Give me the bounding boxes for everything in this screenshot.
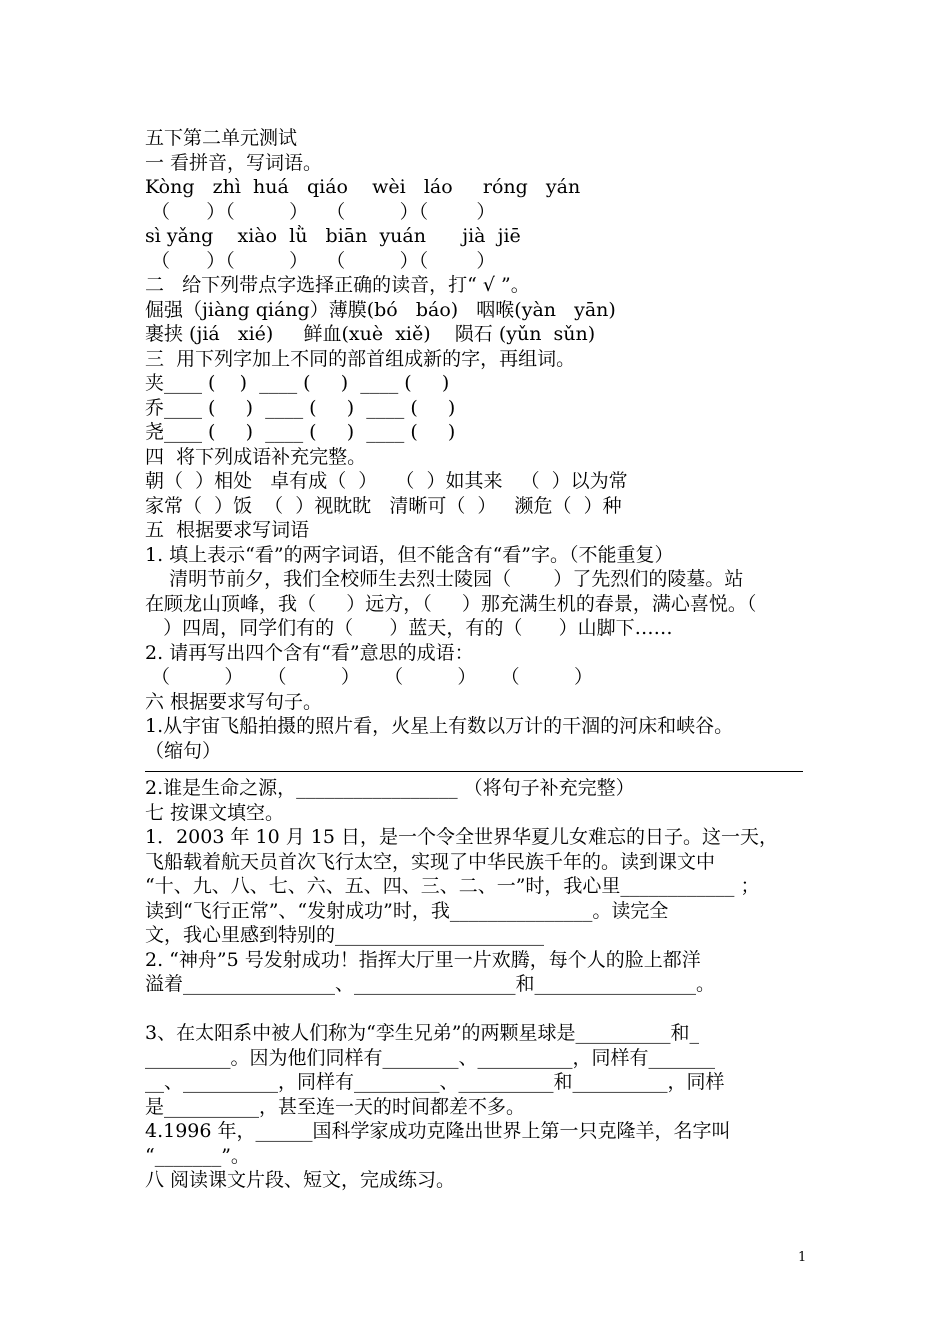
answer-line xyxy=(145,771,803,772)
reading-choice-row-2: 裹挟 (jiá xié) 鲜血(xuè xiě) 陨石 (yǔn sǔn) xyxy=(145,323,596,345)
question-7-1-line-2: 飞船载着航天员首次飞行太空，实现了中华民族千年的。读到课文中 xyxy=(145,850,716,873)
question-6-2: 2.谁是生命之源，_________________ （将句子补充完整） xyxy=(145,777,635,799)
section-2-heading: 二 给下列带点字选择正确的读音，打“ √ ”。 xyxy=(145,274,530,296)
answer-brackets-row-3: （ ） （ ） （ ） （ ） xyxy=(145,666,593,688)
doc-title: 五下第二单元测试 xyxy=(145,127,298,149)
radical-row-3: 尧____ ( ) ____ ( ) ____ ( ) xyxy=(145,421,456,443)
section-8-heading: 八 阅读课文片段、短文，完成练习。 xyxy=(145,1169,456,1191)
pinyin-row-2: sì yǎng xiào lǜ biān yuán jià jiē xyxy=(145,225,521,247)
question-7-3-line-4: 是__________，甚至连一天的时间都差不多。 xyxy=(145,1095,526,1118)
radical-row-2: 乔____ ( ) ____ ( ) ____ ( ) xyxy=(145,396,456,419)
idiom-row-1: 朝（ ）相处 卓有成（ ） （ ）如其来 （ ）以为常 xyxy=(145,470,628,492)
question-7-2-line-1: 2. “神舟”5 号发射成功！指挥大厅里一片欢腾，每个人的脸上都洋 xyxy=(145,948,701,971)
document-body xyxy=(145,126,825,1193)
blank-line xyxy=(145,997,825,1022)
question-5-1: 1. 填上表示“看”的两字词语，但不能含有“看”字。（不能重复） xyxy=(145,543,674,566)
radical-row-1: 夹____ ( ) ____ ( ) ____ ( ) xyxy=(145,372,450,394)
idiom-row-2: 家常（ ）饭 （ ）视眈眈 清晰可（ ） 濒危（ ）种 xyxy=(145,494,622,517)
question-7-4-line-1: 4.1996 年，______国科学家成功克隆出世界上第一只克隆羊，名字叫 xyxy=(145,1120,731,1142)
section-5-heading: 五 根据要求写词语 xyxy=(145,519,310,541)
question-7-3-line-2: _________。因为他们同样有________、__________，同样有_______ xyxy=(145,1046,716,1069)
question-7-1-line-5: 文，我心里感到特别的______________________ xyxy=(145,924,545,946)
section-6-heading: 六 根据要求写句子。 xyxy=(145,690,323,713)
pinyin-row-1: Kòng zhì huá qiáo wèi láo róng yán xyxy=(145,176,581,198)
answer-brackets-row-1: （ ）（ ） （ ）（ ） xyxy=(145,200,496,223)
section-4-heading: 四 将下列成语补充完整。 xyxy=(145,445,367,468)
question-7-2-line-2: 溢着________________、_________________和_________________。 xyxy=(145,973,716,995)
question-6-1: 1.从宇宙飞船拍摄的照片看，火星上有数以万计的干涸的河床和峡谷。 xyxy=(145,715,734,737)
section-1-heading: 一 看拼音，写词语。 xyxy=(145,151,323,174)
section-7-heading: 七 按课文填空。 xyxy=(145,801,285,824)
question-7-1-line-3: “十、九、八、七、六、五、四、三、二、一”时，我心里____________ ； xyxy=(145,875,760,897)
passage-line-2: 在顾龙山顶峰，我（ ）远方，（ ）那充满生机的春景，满心喜悦。（ xyxy=(145,592,757,615)
reading-choice-row-1: 倔强（jiàng qiáng）薄膜(bó báo) 咽喉(yàn yān) xyxy=(145,298,616,321)
question-6-1-note: （缩句） xyxy=(145,739,222,762)
question-7-1-line-4: 读到“飞行正常”、“发射成功”时，我_______________。读完全 xyxy=(145,899,669,922)
question-7-3-line-3: __、__________，同样有_________、__________和__________，同样 xyxy=(145,1071,725,1093)
question-7-1-line-1: 1．2003 年 10 月 15 日，是一个令全世界华夏儿女难忘的日子。这一天， xyxy=(145,826,778,848)
passage-line-1: 清明节前夕，我们全校师生去烈士陵园（ ）了先烈们的陵墓。站 xyxy=(145,568,744,590)
passage-line-3: ）四周，同学们有的（ ）蓝天，有的（ ）山脚下…… xyxy=(145,617,673,639)
answer-brackets-row-2: （ ）（ ） （ ）（ ） xyxy=(145,249,496,272)
section-3-heading: 三 用下列字加上不同的部首组成新的字，再组词。 xyxy=(145,347,576,370)
question-7-3-line-1: 3、在太阳系中被人们称为“孪生兄弟”的两颗星球是__________和_ xyxy=(145,1022,700,1044)
question-7-4-line-2: “_______”。 xyxy=(145,1144,250,1167)
page-number: 1 xyxy=(798,1250,807,1265)
question-5-2: 2. 请再写出四个含有“看”意思的成语： xyxy=(145,641,474,664)
